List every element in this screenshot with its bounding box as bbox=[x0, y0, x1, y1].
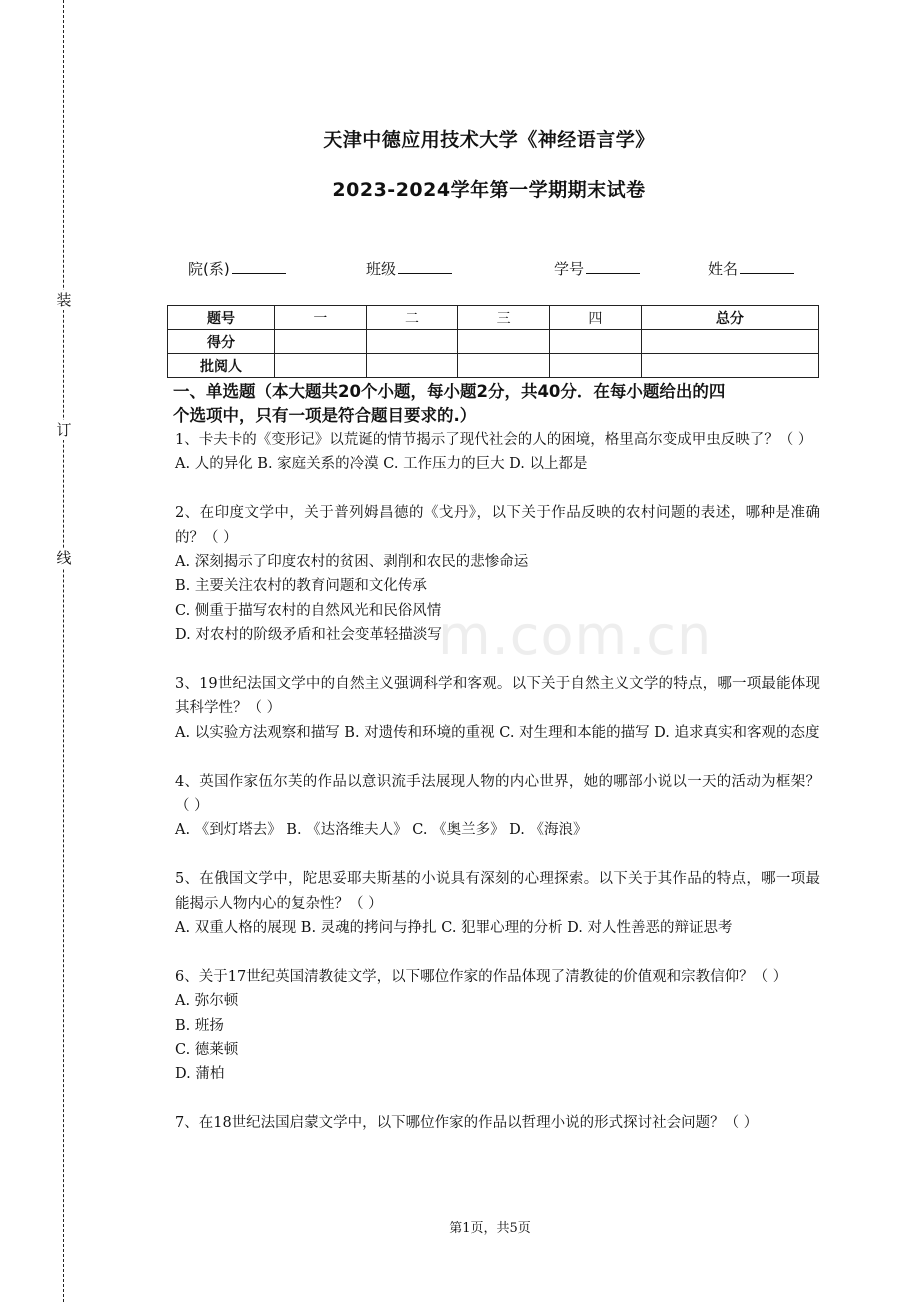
section-title-line2: 个选项中，只有一项是符合题目要求的.） bbox=[173, 406, 477, 425]
exam-title-line1: 天津中德应用技术大学《神经语言学》 bbox=[323, 129, 655, 151]
question-option-2b: B. 主要关注农村的教育问题和文化传承 bbox=[175, 578, 427, 595]
question-spacer bbox=[175, 940, 820, 964]
question-stem-6: 6、关于17世纪英国清教徒文学，以下哪位作家的作品体现了清教徒的价值观和宗教信仰？（ ） bbox=[175, 968, 788, 985]
score-cell[interactable] bbox=[641, 330, 818, 354]
binding-char-zhuang: 装 bbox=[56, 291, 72, 309]
score-table-row-score bbox=[168, 330, 819, 354]
score-cell[interactable] bbox=[458, 354, 550, 378]
exam-content bbox=[175, 380, 820, 1136]
question-stem-5: 5、在俄国文学中，陀思妥耶夫斯基的小说具有深刻的心理探索。以下关于其作品的特点，哪一项最能揭示人物内心的复杂性？（ ） bbox=[175, 871, 820, 912]
score-cell[interactable] bbox=[275, 354, 367, 378]
score-cell[interactable] bbox=[366, 330, 458, 354]
page-footer: 第1页，共5页 bbox=[449, 1221, 531, 1236]
exam-title-line2: 2023-2024学年第一学期期末试卷 bbox=[332, 179, 646, 201]
info-student-id-label: 学号 bbox=[554, 260, 585, 278]
question-spacer bbox=[175, 477, 820, 501]
score-cell[interactable] bbox=[550, 354, 642, 378]
question-option-6a: A. 弥尔顿 bbox=[175, 993, 239, 1010]
score-header-cell: 三 bbox=[458, 306, 550, 330]
question-stem-1: 1、卡夫卡的《变形记》以荒诞的情节揭示了现代社会的人的困境，格里高尔变成甲虫反映了？（ ） bbox=[175, 432, 813, 448]
score-header-cell: 四 bbox=[550, 306, 642, 330]
question-options-1: A. 人的异化 B. 家庭关系的冷漠 C. 工作压力的巨大 D. 以上都是 bbox=[175, 456, 588, 473]
question-options-5: A. 双重人格的展现 B. 灵魂的拷问与挣扎 C. 犯罪心理的分析 D. 对人性善恶的辩证思考 bbox=[175, 920, 733, 937]
score-header-cell: 题号 bbox=[168, 306, 275, 330]
score-row-label: 批阅人 bbox=[168, 354, 275, 378]
info-student-id bbox=[554, 258, 640, 279]
question-options-3: A. 以实验方法观察和描写 B. 对遗传和环境的重视 C. 对生理和本能的描写 D. 追求真实和客观的态度 bbox=[175, 724, 820, 741]
score-cell[interactable] bbox=[458, 330, 550, 354]
info-student-id-blank[interactable] bbox=[586, 259, 640, 274]
binding-char-ding: 订 bbox=[56, 421, 72, 439]
score-table-header-row bbox=[168, 306, 819, 330]
score-table bbox=[167, 305, 819, 378]
question-option-6d: D. 蒲柏 bbox=[175, 1066, 225, 1083]
question-option-2a: A. 深刻揭示了印度农村的贫困、剥削和农民的悲惨命运 bbox=[175, 554, 529, 571]
info-college-blank[interactable] bbox=[232, 259, 286, 274]
info-class bbox=[366, 258, 452, 279]
question-option-6b: B. 班扬 bbox=[175, 1017, 224, 1034]
score-header-cell: 一 bbox=[275, 306, 367, 330]
binding-char-xian: 线 bbox=[56, 549, 72, 567]
question-spacer bbox=[175, 843, 820, 867]
question-stem-7: 7、在18世纪法国启蒙文学中，以下哪位作家的作品以哲理小说的形式探讨社会问题？（ ） bbox=[175, 1115, 759, 1132]
info-name-blank[interactable] bbox=[740, 259, 794, 274]
question-option-2d: D. 对农村的阶级矛盾和社会变革轻描淡写 bbox=[175, 627, 442, 644]
score-header-cell: 总分 bbox=[641, 306, 818, 330]
question-option-2c: C. 侧重于描写农村的自然风光和民俗风情 bbox=[175, 602, 442, 619]
info-college bbox=[188, 258, 286, 279]
question-spacer bbox=[175, 745, 820, 769]
score-cell[interactable] bbox=[275, 330, 367, 354]
question-options-4: A. 《到灯塔去》 B. 《达洛维夫人》 C. 《奥兰多》 D. 《海浪》 bbox=[175, 822, 588, 839]
question-stem-3: 3、19世纪法国文学中的自然主义强调科学和客观。以下关于自然主义文学的特点，哪一项最能体现其科学性？（ ） bbox=[175, 676, 820, 717]
info-name-label: 姓名 bbox=[708, 260, 739, 278]
info-class-blank[interactable] bbox=[398, 259, 452, 274]
question-stem-4: 4、英国作家伍尔芙的作品以意识流手法展现人物的内心世界，她的哪部小说以一天的活动为框架？（ ） bbox=[175, 773, 820, 815]
score-table-row-reviewer bbox=[168, 354, 819, 378]
score-header-cell: 二 bbox=[366, 306, 458, 330]
section-title-line1: 一、单选题（本大题共20个小题，每小题2分，共40分．在每小题给出的四 bbox=[173, 382, 726, 401]
question-option-6c: C. 德莱顿 bbox=[175, 1042, 239, 1059]
info-class-label: 班级 bbox=[366, 260, 397, 278]
score-row-label: 得分 bbox=[168, 330, 275, 354]
question-stem-2: 2、在印度文学中，关于普列姆昌德的《戈丹》，以下关于作品反映的农村问题的表述，哪种是准确的？（ ） bbox=[175, 505, 820, 546]
info-name bbox=[708, 258, 794, 279]
score-cell[interactable] bbox=[550, 330, 642, 354]
watermark: m.com.cn bbox=[438, 604, 713, 667]
score-cell[interactable] bbox=[366, 354, 458, 378]
question-spacer bbox=[175, 1087, 820, 1111]
score-cell[interactable] bbox=[641, 354, 818, 378]
info-college-label: 院(系) bbox=[188, 260, 230, 278]
